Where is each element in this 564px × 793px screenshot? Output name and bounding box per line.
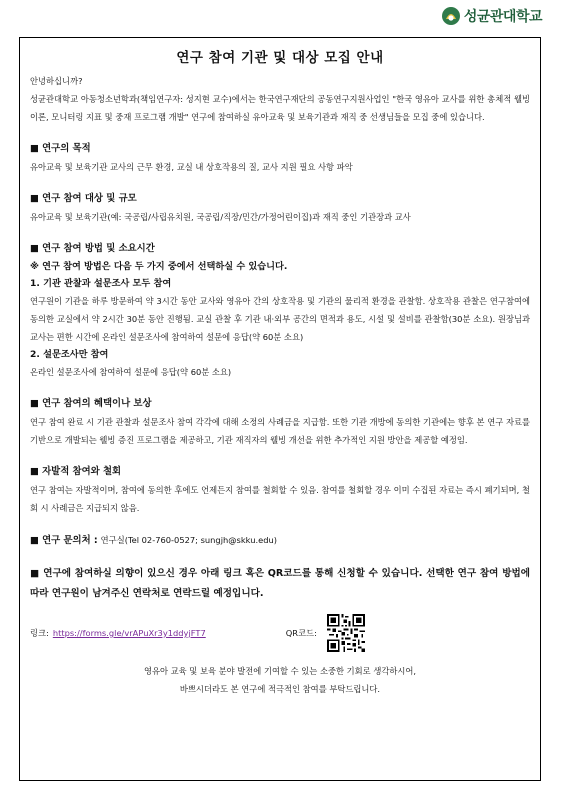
target-heading: ■ 연구 참여 대상 및 규모 [30,193,137,204]
university-logo [441,6,542,26]
university-emblem-icon [441,6,461,26]
notice-frame [19,37,541,781]
target-body: 유아교육 및 보육기관(예: 국공립/사립유치원, 국공립/직장/민간/가정어린이집)과 재직 중인 기관장과 교사 [30,212,411,222]
apply-instructions: ■ 연구에 참여하실 의향이 있으신 경우 아래 링크 혹은 QR코드를 통해 신청할 수 있습니다. 선택한 연구 참여 방법에 따라 연구원이 남겨주신 연락처로 연락드릴 예정입니다. [30,568,530,599]
purpose-heading: ■ 연구의 목적 [30,143,91,154]
signup-link[interactable]: https://forms.gle/vrAPuXr3y1ddyjFT7 [52,628,206,638]
benefit-body: 연구 참여 완료 시 기관 관찰과 설문조사 참여 각각에 대해 소정의 사례금을 지급함. 또한 기관 개방에 동의한 기관에는 향후 본 연구 자료를 기반으로 개발되는 웰빙 증진 프로그램을 제공하고, 기관 재직자의 웰빙 개선을 위한 추가적인 지원 방안을 제공할 예정임. [30,417,530,445]
method-note: ※ 연구 참여 방법은 다음 두 가지 중에서 선택하실 수 있습니다. [30,261,288,272]
contact-label: ■ 연구 문의처 : [30,535,98,546]
contact-row [30,531,530,550]
closing-line-2: 바쁘시더라도 본 연구에 적극적인 참여를 부탁드립니다. [179,684,381,694]
option2-title: 2. 설문조사만 참여 [30,349,109,360]
qr-code-icon[interactable] [327,614,365,652]
method-heading: ■ 연구 참여 방법 및 소요시간 [30,243,155,254]
benefit-heading: ■ 연구 참여의 혜택이나 보상 [30,398,152,409]
option2-body: 온라인 설문조사에 참여하여 설문에 응답(약 60분 소요) [30,367,232,377]
page-title: 연구 참여 기관 및 대상 모집 안내 [176,50,384,66]
closing-message [30,662,530,698]
purpose-body: 유아교육 및 보육기관 교사의 근무 환경, 교실 내 상호작용의 질, 교사 지원 필요 사항 파악 [30,162,353,172]
greeting: 안녕하십니까? [30,76,83,86]
intro-paragraph: 성균관대학교 아동청소년학과(책임연구자: 성지현 교수)에서는 한국연구재단의 공동연구지원사업인 "한국 영유아 교사를 위한 총체적 웰빙 이론, 모니터링 지표 및 중재 프로그램 개발" 연구에 참여하실 유아교육 및 보육기관과 재직 중 선생님들을 모집 중에 있습니다. [30,94,530,122]
option1-title: 1. 기관 관찰과 설문조사 모두 참여 [30,278,172,289]
option1-body: 연구원이 기관을 하루 방문하여 약 3시간 동안 교사와 영유아 간의 상호작용 및 기관의 물리적 환경을 관찰함. 상호작용 관찰은 연구참여에 동의한 교실에서 약 2시간 30분 동안 진행됨. 교실 관찰 후 기관 내·외부 공간의 면적과 용도, 시설 및 설비를 관찰함(30분 소요). 원장님과 교사는 편한 시간에 온라인 설문조사에 참여하여 설문에 응답(약 60분 소요) [30,296,530,342]
voluntary-body: 연구 참여는 자발적이며, 참여에 동의한 후에도 언제든지 참여를 철회할 수 있음. 참여를 철회할 경우 이미 수집된 자료는 즉시 폐기되며, 철회 시 사례금은 지급되지 않음. [30,485,530,513]
logo-text: 성균관대학교 [463,9,542,25]
qr-label: QR코드: [285,628,317,638]
voluntary-heading: ■ 자발적 참여와 철회 [30,466,122,477]
link-row [30,614,530,652]
contact-value: 연구실(Tel 02-760-0527; sungjh@skku.edu) [100,535,277,545]
closing-line-1: 영유아 교육 및 보육 분야 발전에 기여할 수 있는 소중한 기회로 생각하시어, [143,666,417,676]
link-label: 링크: [30,628,49,638]
